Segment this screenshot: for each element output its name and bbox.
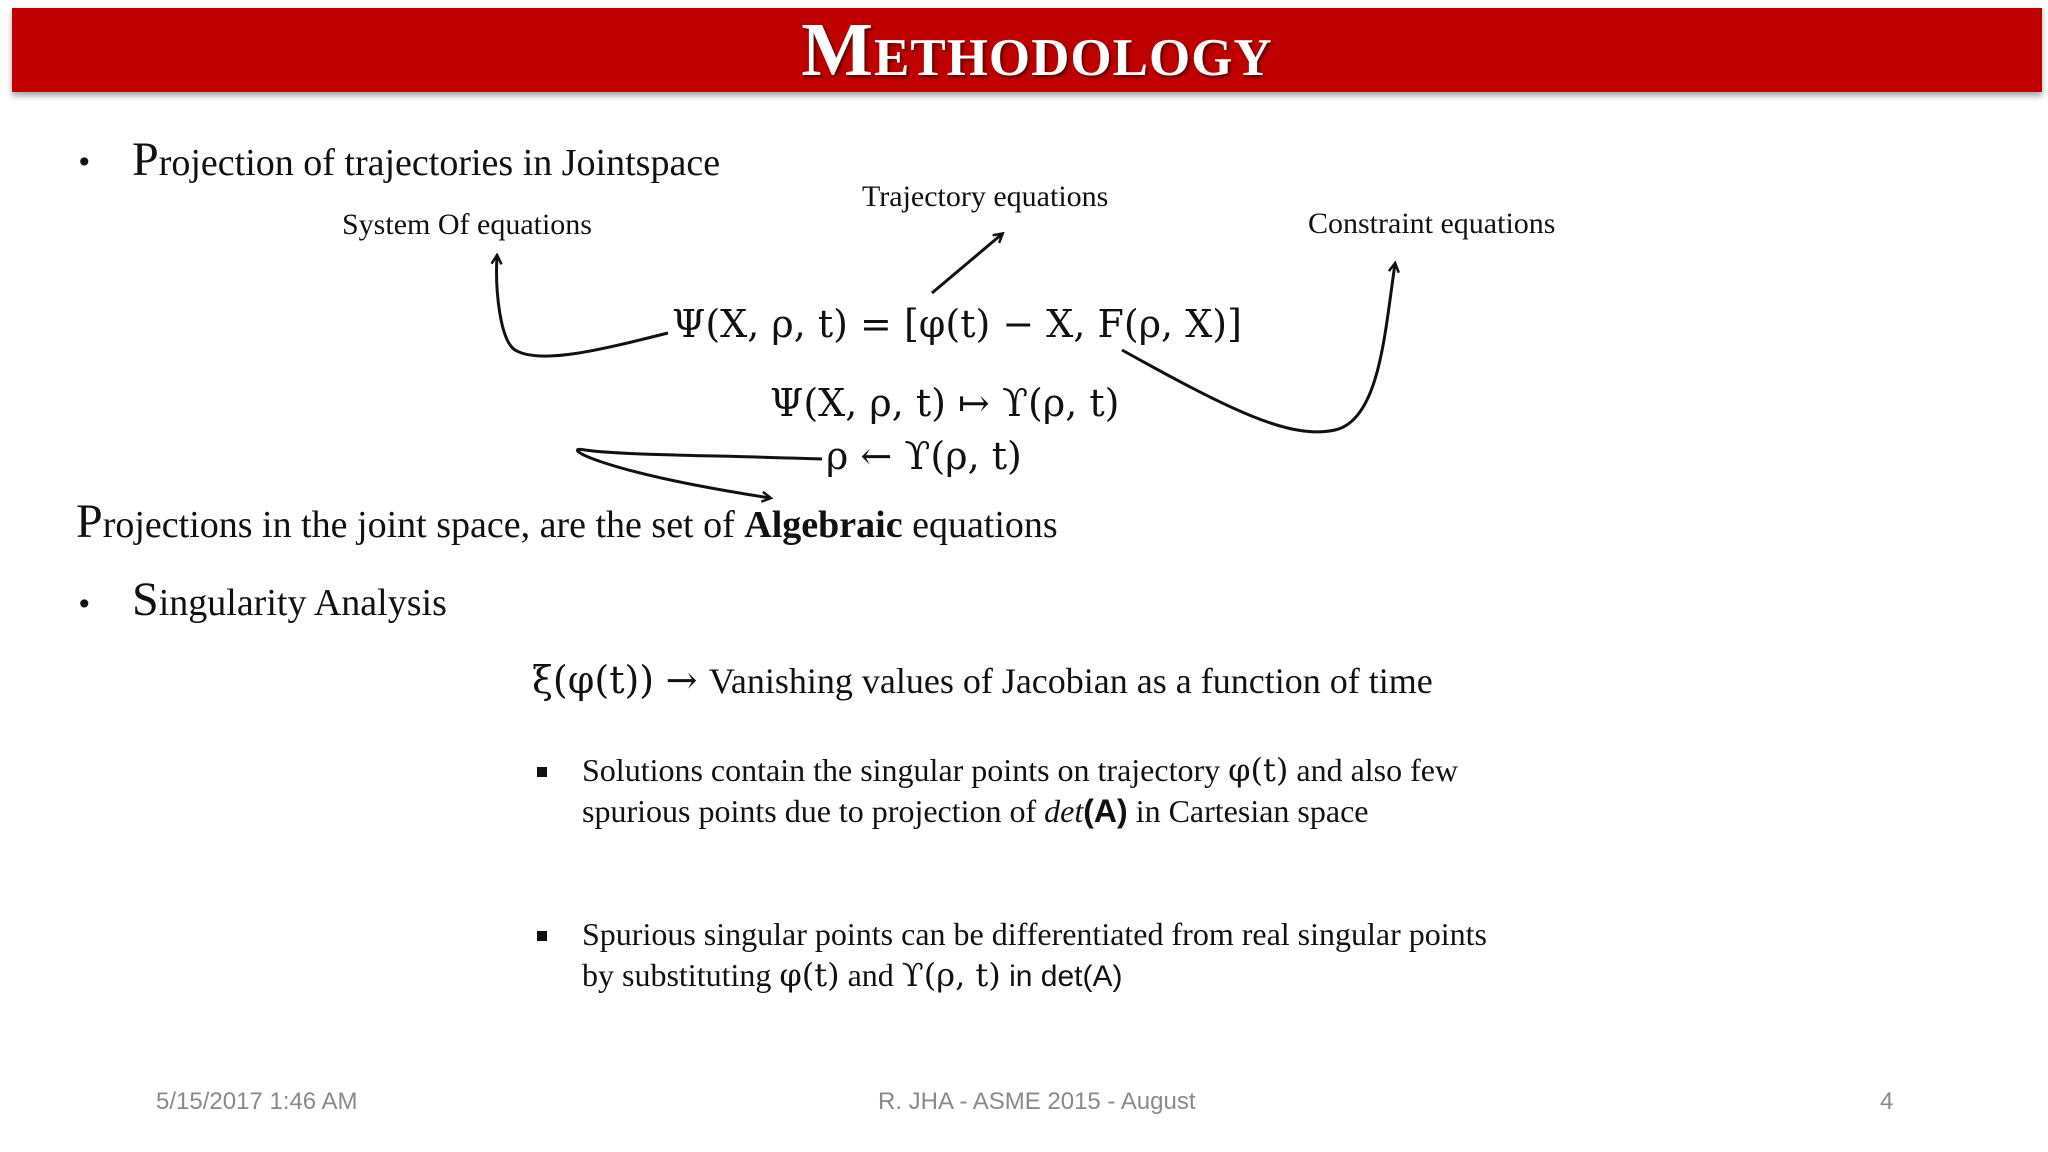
equation-rho-update: ρ ← ϒ(ρ, t): [826, 434, 1022, 478]
statement-text: rojections in the joint space, are the set of: [102, 504, 745, 546]
algebraic-emphasis: Algebraic: [744, 504, 903, 546]
footer-page-number: 4: [1880, 1088, 1894, 1115]
subpoint-solutions: [582, 750, 1492, 832]
heading-text: ingularity Analysis: [158, 582, 447, 624]
heading-initial: S: [132, 573, 159, 626]
arrow-to-trajectory-label: [932, 234, 1002, 293]
subpoint-text: and: [839, 957, 902, 993]
equation-psi-mapping: Ψ(X, ρ, t) ↦ ϒ(ρ, t): [770, 381, 1120, 425]
equation-psi-definition: Ψ(X, ρ, t) = [φ(t) − X, F(ρ, X)]: [672, 302, 1242, 346]
heading-text: rojection of trajectories in Jointspace: [158, 142, 721, 184]
xi-expression: ξ(φ(t)): [532, 658, 655, 702]
arrow-to-constraint-label: [1122, 264, 1395, 432]
subpoint-text: Solutions contain the singular points on trajectory: [582, 752, 1229, 788]
projection-statement: [76, 494, 1058, 549]
det-a-text: in det(A): [1000, 960, 1123, 993]
phi-expression: φ(t): [779, 956, 840, 994]
jacobian-statement: [532, 658, 1433, 702]
subpoint-text: and also few spurious points due to projection of: [582, 752, 1459, 829]
label-constraint-equations: Constraint equations: [1308, 207, 1556, 240]
slide-title: Methodology: [801, 8, 1273, 92]
section-heading-singularity: [132, 572, 447, 627]
statement-initial: P: [76, 495, 103, 548]
bullet-dot: •: [76, 146, 93, 179]
label-system-of-equations: System Of equations: [342, 208, 592, 241]
square-bullet: [537, 767, 547, 777]
arrow-to-system-label: [497, 256, 668, 356]
bullet-dot: •: [76, 588, 93, 621]
subpoint-text: Spurious singular points can be differentiated from real singular points by substituting: [582, 916, 1487, 993]
footer-center-text: R. JHA - ASME 2015 - August: [878, 1088, 1196, 1115]
jacobian-text: Vanishing values of Jacobian as a function of time: [708, 661, 1433, 701]
arrow-symbol: →: [665, 658, 698, 702]
upsilon-expression: ϒ(ρ, t): [901, 956, 1001, 994]
heading-initial: P: [132, 133, 159, 186]
subpoint-text: in Cartesian space: [1127, 793, 1369, 829]
label-trajectory-equations: Trajectory equations: [862, 180, 1109, 213]
phi-expression: φ(t): [1228, 751, 1289, 789]
det-italic: det: [1044, 793, 1084, 829]
statement-end: equations: [902, 504, 1058, 546]
square-bullet: [537, 931, 547, 941]
subpoint-spurious: [582, 914, 1492, 997]
arrow-to-algebraic: [577, 449, 822, 498]
footer-date: 5/15/2017 1:46 AM: [156, 1088, 358, 1115]
matrix-a: (A): [1083, 793, 1128, 829]
